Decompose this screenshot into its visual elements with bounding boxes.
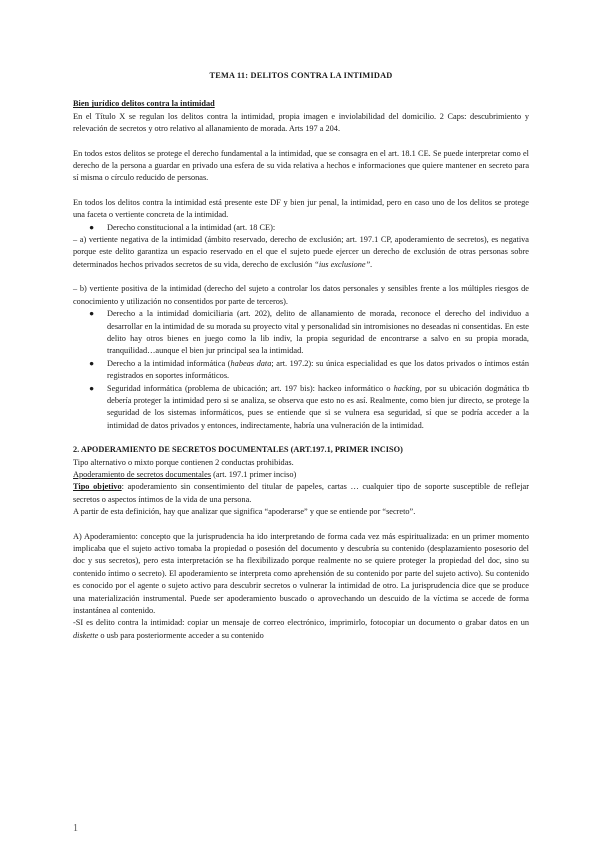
document-body: [73, 70, 529, 642]
paragraph-vertiente-positiva: – b) vertiente positiva de la intimidad (derecho del sujeto a controlar los datos personales y sensibles frente a los múltiples riesgos de conocimiento y utilización no consentidos por parte de terceros).: [73, 284, 529, 306]
bullet-text: Seguridad informática (problema de ubicación; art. 197 bis): hackeo informático o: [107, 383, 391, 393]
bullet-text: Derecho constitucional a la intimidad (art. 18 CE):: [107, 222, 276, 232]
tipo-objetivo-text: : apoderamiento sin consentimiento del titular de papeles, cartas … cualquier tipo de soporte susceptible de reflejar secretos o aspectos íntimos de la vida de una persona.: [73, 482, 529, 504]
bullet-icon: ●: [89, 383, 95, 393]
bullet-text-cont: , por su ubicación dogmática tb debería proteger la intimidad pero si se analiza, se observa que esto no es así. Realmente, como bien jur directo, se protege la seguridad de los sistemas informáticos, pues se entiende que si se vulnera esa seguridad, sí que se podría acceder a la intimidad de datos privados y entonces, indirectamente, habría una vulneración de la intimidad.: [107, 383, 529, 430]
bullet-derecho-constitucional: [73, 222, 529, 234]
section-heading-bien-juridico: Bien jurídico delitos contra la intimidad: [73, 99, 215, 109]
line-definicion: A partir de esta definición, hay que analizar que significa “apoderarse” y que se entiende por “secreto”.: [73, 507, 416, 517]
delito-intimidad-text: -SI es delito contra la intimidad: copiar un mensaje de correo electrónico, imprimirlo, fotocopiar un documento o grabar datos en un: [73, 618, 529, 628]
paragraph-vertiente-negativa: [73, 234, 529, 271]
bullet-text-cont: ; art. 197.2): su única especialidad es que los datos privados o íntimos están registrados en soportes informáticos.: [107, 358, 529, 381]
diskette-term: diskette: [73, 630, 99, 640]
ius-exclusione-term: “ius exclusione”.: [314, 259, 373, 269]
hacking-term: hacking: [393, 383, 420, 393]
delito-intimidad-text-cont: o usb para posteriormente acceder a su contenido: [98, 630, 264, 640]
line-apoderamiento-secretos: [73, 469, 529, 481]
paragraph-apoderamiento-a: A) Apoderamiento: concepto que la jurisprudencia ha ido interpretando de forma cada vez más espiritualizada: en un primer momento implicaba que el sujeto activo tomaba la propiedad o posesión del documento y descubría su contenido (desplazamiento posesorio del doc y sus secretos), pero esta interpretación se ha flexibilizado porque realmente no se quiere proteger la propiedad del doc, sino su contenido íntimo o secreto). El apoderamiento se interpreta como aprehensión de su contenido por parte del sujeto activo). Su contenido es conocido por el agente o sujeto activo para descubrir secretos o vulnerar la intimidad de otro. La jurisprudencia dice que se produce una materialización instrumental. Puede ser apoderamiento buscado o aprovechando un descuido de la víctima se accede de forma instantánea al contenido.: [73, 531, 529, 616]
paragraph-intro: En el Título X se regulan los delitos contra la intimidad, propia imagen e inviolabilidad del domicilio. 2 Caps: descubrimiento y relevación de secretos y otro relativo al allanamiento de morada. Arts 197 a 204.: [73, 111, 529, 134]
bullet-icon: ●: [89, 358, 95, 368]
bullet-icon: ●: [89, 309, 95, 319]
tipo-objetivo-label: Tipo objetivo: [73, 482, 122, 492]
vertiente-negativa-text: – a) vertiente negativa de la intimidad (ámbito reservado, derecho de exclusión; art. 197.1 CP, apoderamiento de secretos), es negativa porque este delito garantiza un espacio reservado en el que el sujeto puede ejercer un derecho de exclusión de otras personas sobre determinados hechos privados secretos de su vida, derecho de exclusión: [73, 235, 529, 269]
apoderamiento-underlined: Apoderamiento de secretos documentales: [73, 469, 212, 479]
bullet-intimidad-informatica: [73, 358, 529, 383]
paragraph-delito-intimidad: [73, 617, 529, 642]
bullet-intimidad-domiciliaria: [73, 308, 529, 358]
page-number: 1: [73, 823, 78, 834]
paragraph-df-bien-juridico: En todos los delitos contra la intimidad está presente este DF y bien jur penal, la intimidad, pero en caso uno de los delitos se protege una faceta o vertiente concreta de la intimidad.: [73, 197, 529, 220]
bullet-seguridad-informatica: [73, 383, 529, 433]
line-tipo-alternativo: Tipo alternativo o mixto porque contienen 2 conductas prohibidas.: [73, 457, 294, 467]
bullet-text: Derecho a la intimidad informática (: [107, 358, 231, 368]
bullet-text: Derecho a la intimidad domiciliaria (art. 202), delito de allanamiento de morada, reconoce el derecho del individuo a desarrollar en la intimidad de su morada su proyecto vital y personalidad sin intromisiones no deseadas ni consentidas. En este delito hay otros bienes en juego como la lib indiv, la propia seguridad de encontrarse a salvo en su propia morada, tranquilidad…aunque el bien jur principal sea la intimidad.: [107, 309, 529, 356]
paragraph-tipo-objetivo: [73, 481, 529, 506]
document-title: TEMA 11: DELITOS CONTRA LA INTIMIDAD: [209, 71, 393, 80]
section-heading-apoderamiento: 2. APODERAMIENTO DE SECRETOS DOCUMENTALES (ART.197.1, PRIMER INCISO): [73, 445, 403, 455]
habeas-data-term: habeas data: [230, 358, 272, 368]
paragraph-derecho-fundamental: En todos estos delitos se protege el derecho fundamental a la intimidad, que se consagra en el art. 18.1 CE. Se puede interpretar como el derecho de la persona a guardar en privado una esfera de su vida relativa a hechos e informaciones que quiere mantener en secreto para sí misma o círculo reducido de personas.: [73, 148, 529, 183]
bullet-icon: ●: [89, 222, 95, 232]
apoderamiento-ref: (art. 197.1 primer inciso): [211, 469, 297, 479]
